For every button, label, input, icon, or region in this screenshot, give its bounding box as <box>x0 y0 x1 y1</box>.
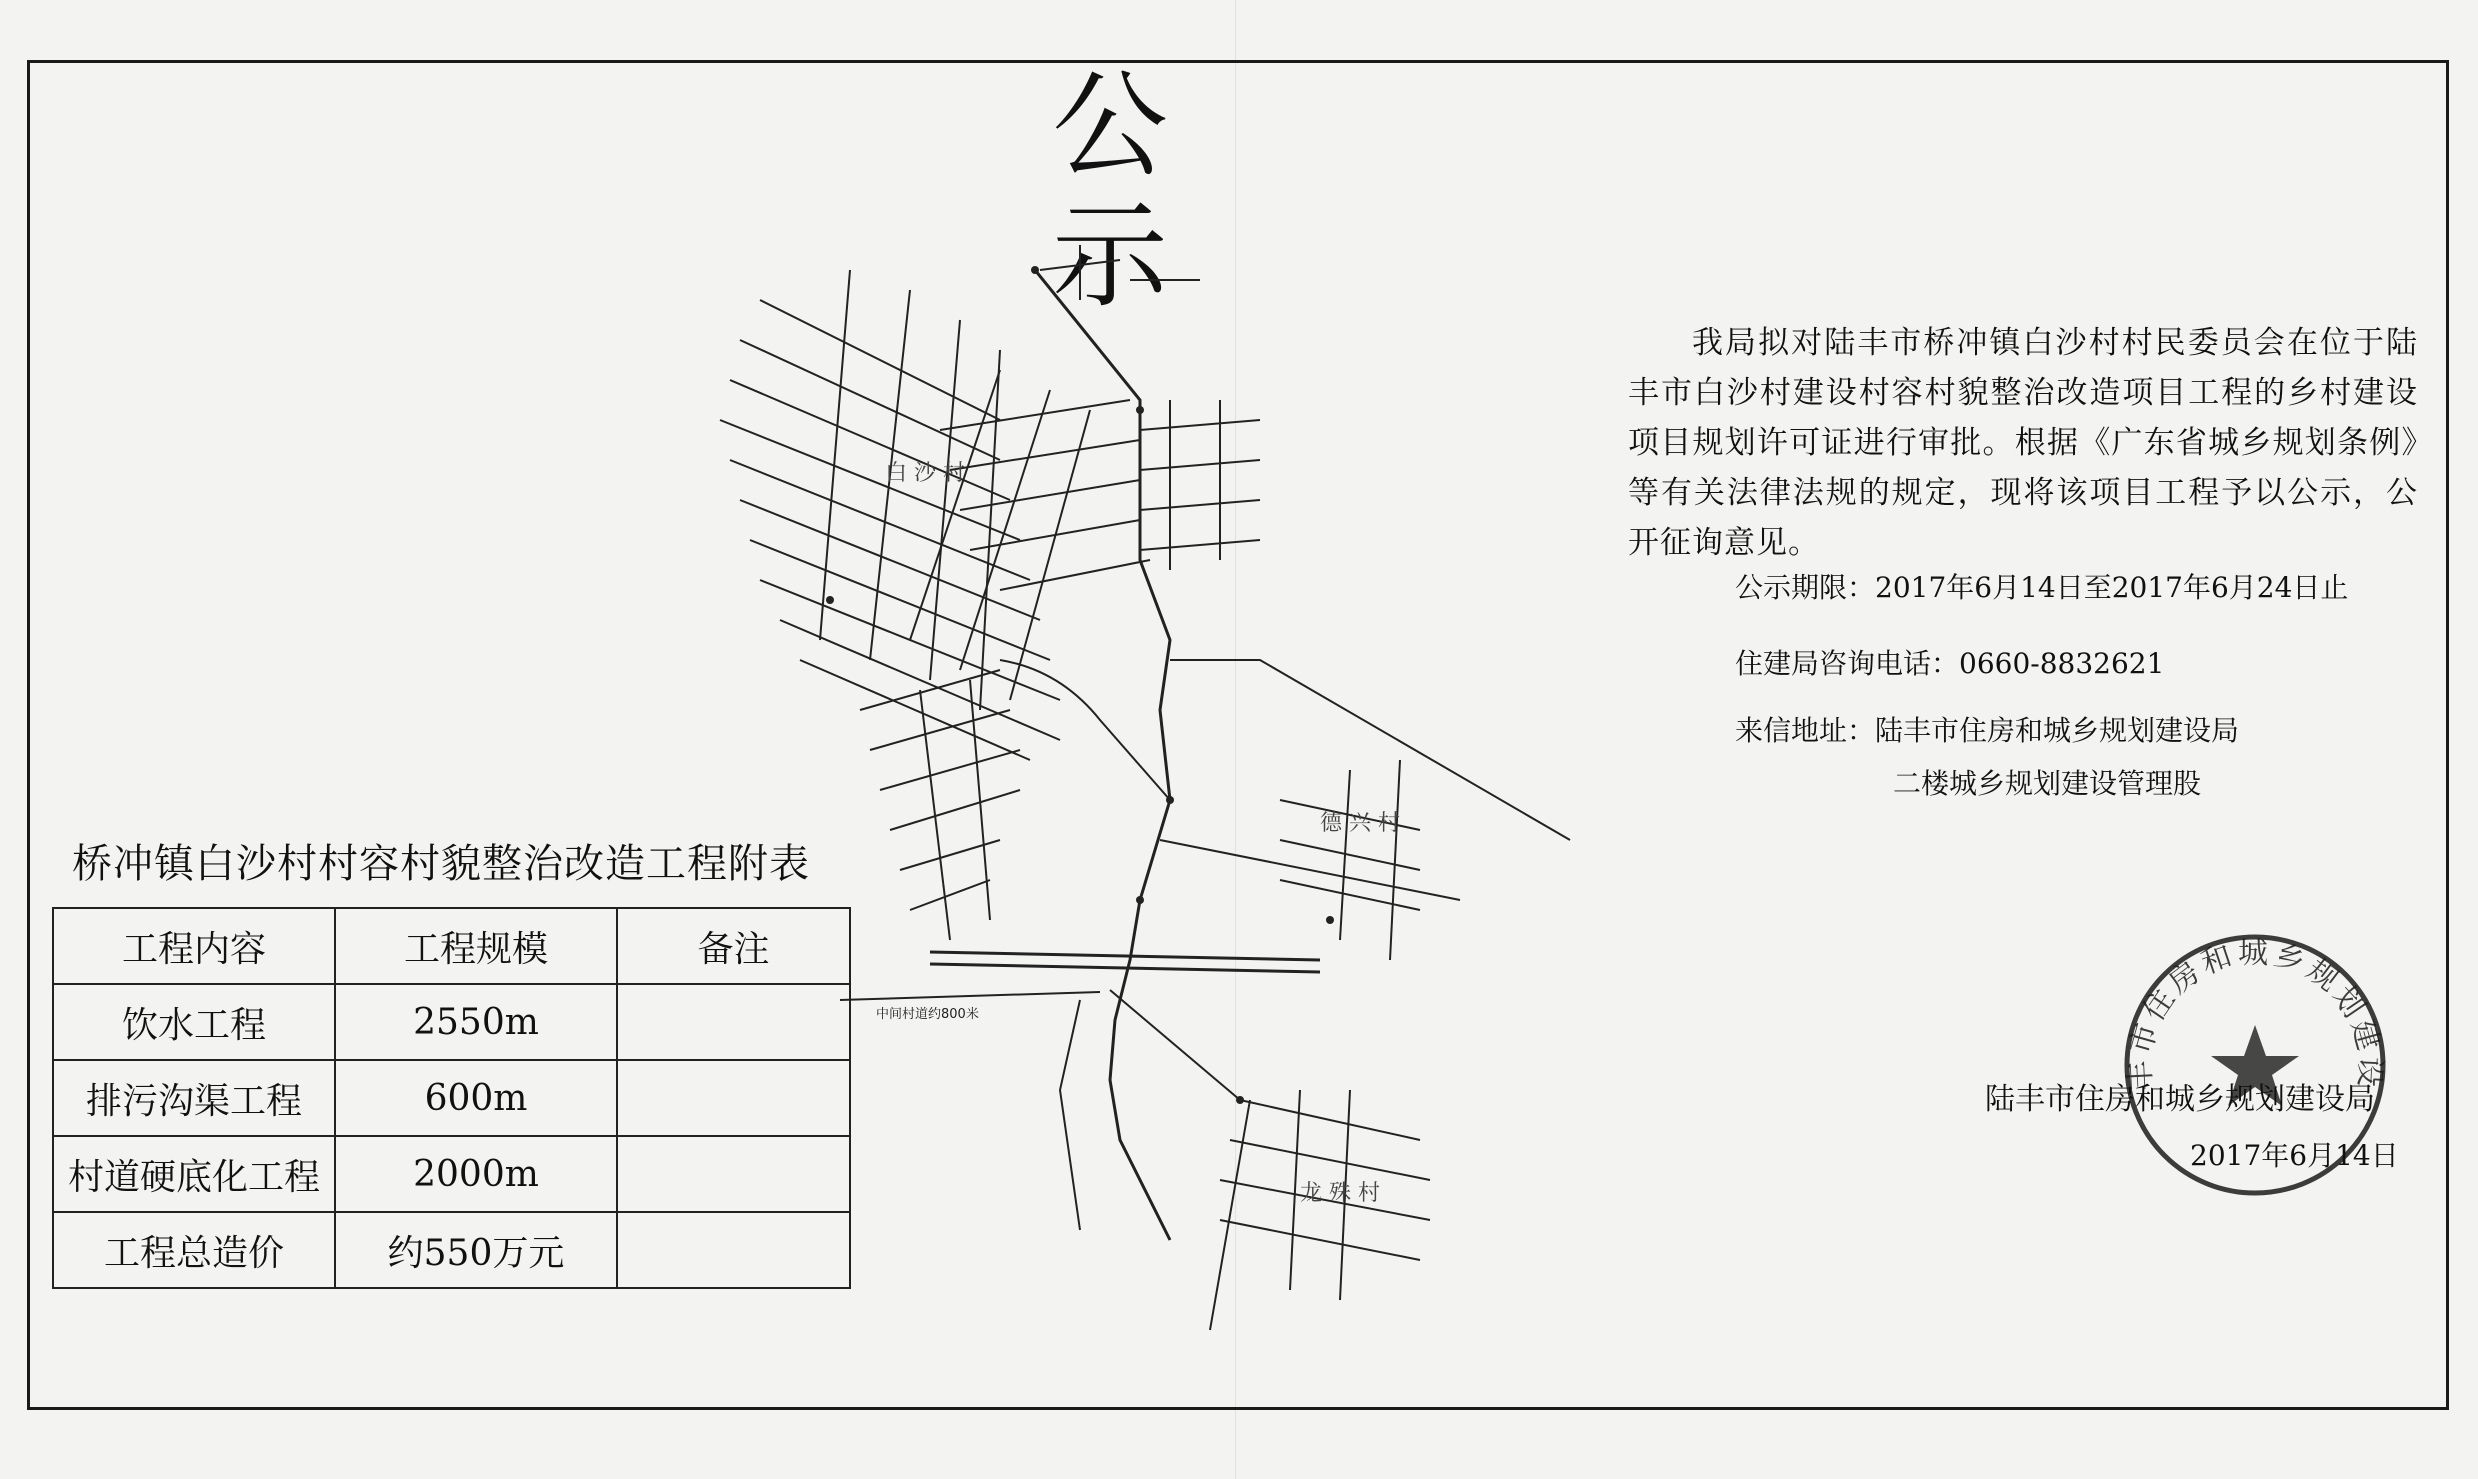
phone-value: 0660-8832621 <box>1959 647 2165 680</box>
table-header-row <box>53 908 850 984</box>
table-row <box>53 984 850 1060</box>
address-label: 来信地址： <box>1735 714 1876 747</box>
cell-scale: 2550m <box>335 984 617 1060</box>
cell-scale: 约550万元 <box>335 1212 617 1288</box>
cell-scale: 2000m <box>335 1136 617 1212</box>
cell-remarks <box>617 1212 850 1288</box>
notice-period <box>1735 568 2348 608</box>
cell-remarks <box>617 1060 850 1136</box>
cell-content: 饮水工程 <box>53 984 335 1060</box>
header-remarks: 备注 <box>617 908 850 984</box>
phone-label: 住建局咨询电话： <box>1735 647 1960 680</box>
cell-content: 工程总造价 <box>53 1212 335 1288</box>
period-value: 2017年6月14日至2017年6月24日止 <box>1875 571 2349 604</box>
cell-remarks <box>617 1136 850 1212</box>
table-title: 桥冲镇白沙村村容村貌整治改造工程附表 <box>72 841 810 887</box>
table-row <box>53 1136 850 1212</box>
header-scale: 工程规模 <box>335 908 617 984</box>
address-line2: 二楼城乡规划建设管理股 <box>1893 767 2202 800</box>
map-label-dexing: 德 兴 村 <box>1320 811 1400 836</box>
signature-org: 陆丰市住房和城乡规划建设局 <box>1985 1082 2375 1117</box>
seal-text: 丰市住房和城乡规划建设 <box>2122 935 2388 1092</box>
map-label-road-note: 中间村道约800米 <box>876 1007 979 1022</box>
notice-body <box>1628 318 2418 568</box>
cell-scale: 600m <box>335 1060 617 1136</box>
cell-content: 排污沟渠工程 <box>53 1060 335 1136</box>
period-label: 公示期限： <box>1735 571 1876 604</box>
notice-address <box>1735 711 2239 751</box>
table-row <box>53 1060 850 1136</box>
notice-phone <box>1735 644 2164 684</box>
signature-date: 2017年6月14日 <box>2190 1139 2399 1172</box>
notice-title: 公 示 <box>1052 59 1604 324</box>
map-label-baisha: 白 沙 村 <box>885 461 965 486</box>
address-line1: 陆丰市住房和城乡规划建设局 <box>1875 714 2240 747</box>
notice-address-cont <box>1893 764 2201 804</box>
map-label-longshu: 龙 殊 村 <box>1300 1181 1380 1206</box>
cell-remarks <box>617 984 850 1060</box>
table-row <box>53 1212 850 1288</box>
cell-content: 村道硬底化工程 <box>53 1136 335 1212</box>
works-table <box>52 907 851 1289</box>
header-content: 工程内容 <box>53 908 335 984</box>
notice-paragraph: 我局拟对陆丰市桥冲镇白沙村村民委员会在位于陆丰市白沙村建设村容村貌整治改造项目工程的乡村建设项目规划许可证进行审批。根据《广东省城乡规划条例》等有关法律法规的规定，现将该项目工程予以公示，公开征询意见。 <box>1628 325 2418 561</box>
